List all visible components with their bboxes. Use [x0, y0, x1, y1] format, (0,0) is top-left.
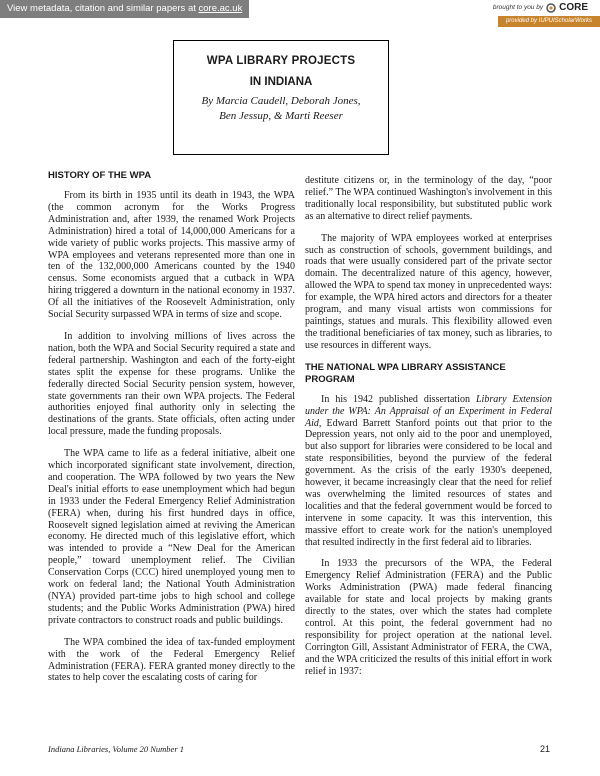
brought-text: brought to you by — [492, 4, 544, 11]
core-banner — [0, 0, 600, 26]
section-heading-national-program: THE NATIONAL WPA LIBRARY ASSISTANCE PROGRAM — [305, 361, 506, 385]
core-metadata-link[interactable] — [0, 0, 249, 18]
page-number: 21 — [540, 744, 551, 754]
core-logo-icon — [546, 3, 556, 13]
core-link-prefix: View metadata, citation and similar papers at — [7, 3, 199, 14]
text-run: , Edward Barrett Stanford points out that prior to the Depression years, not only aid to the poor and unemployed, but also support for libraries were considered to be local and state responsibilities, beyond the purview of the federal government. As the crisis of the early 1930's deepened, however, it became increasingly clear that the need for relief was overwhelming the limited resources of states and localities and that the federal government would be forced to intervene in some capacity. It was this intervention, this massive effort to create work for the nation's unemployed that resulted indirectly in the first federal aid to libraries. — [305, 417, 552, 548]
paragraph: destitute citizens or, in the terminology of the day, “poor relief.” The WPA continued Washington's involvement in this traditionally local responsibility, but substituted public work as an alternative to direct relief payments. — [305, 175, 552, 222]
paragraph: In 1933 the precursors of the WPA, the Federal Emergency Relief Administration (FERA) and the Public Works Administration (PWA) made federal financing available for state and local projects by making grants directly to the states, over which the states had complete control. At this point, the federal government had no responsibility for project operation at the national level. Corrington Gill, Assistant Administrator of FERA, the CWA, and the WPA criticized the results of this initial effort in work relief in 1937: — [305, 558, 552, 677]
dissertation-title: Library Extension under the WPA: An Appraisal of an Experiment in Federal Aid — [305, 393, 552, 429]
paragraph: From its birth in 1935 until its death in 1943, the WPA (the common acronym for the Works Progress Administration and, after 1939, the renamed Work Projects Administration) hired a total of 14,000,000 Americans for a wide variety of public works projects. This massive army of WPA employees and veterans represented more than one in ten of the 132,000,000 Americans counted by the 1940 census. Some economists argued that a cutback in WPA hiring triggered a downturn in the national economy in 1937. Of all the initiatives of the Roosevelt Administration, only Social Security surpassed WPA in terms of size and scope. — [48, 190, 295, 321]
article-title-box — [173, 40, 389, 155]
journal-footer: Indiana Libraries, Volume 20 Number 1 — [48, 744, 184, 754]
core-logo-text[interactable]: CORE — [559, 2, 588, 13]
article-title-line1: WPA LIBRARY PROJECTS — [206, 55, 356, 67]
section-heading-history: HISTORY OF THE WPA — [48, 170, 152, 181]
paragraph: In addition to involving millions of lives across the nation, both the WPA and Social Security required a state and federal partnership. Washington and each of the forty-eight states split the expense for these programs. Unlike the federally directed Social Security pension system, however, state governments ran their own WPA projects. The Federal authorities enjoyed final authority only in selecting the destinations of the grants. State officials, often acting under local pressure, made the funding proposals. — [48, 330, 295, 438]
provided-by[interactable]: provided by IUPUIScholarWorks — [498, 16, 600, 27]
paragraph: The WPA combined the idea of tax-funded employment with the work of the Federal Emergency Relief Administration (FERA). FERA granted money directly to the states to help cover the escalating costs of caring for — [48, 636, 295, 684]
core-link-domain[interactable]: core.ac.uk — [198, 3, 243, 14]
paragraph — [305, 394, 552, 549]
paragraph: The WPA came to life as a federal initiative, albeit one which incorporated significant state involvement, direction, and cooperation. The WPA followed by two years the New Deal's initial efforts to ease unemployment which had begun in 1933 under the Federal Emergency Relief Administration (FERA) when, during his first hundred days in office, Roosevelt signed legislation aimed at reviving the American economy. He directed much of this legislative effort, which was intended to provide a “New Deal for the American people,” toward unemployment relief. The Civilian Conservation Corps (CCC) hired unemployed young men to work on federal land; the National Youth Administration (NYA) provided part-time jobs to high school and college students; and the Public Works Administration (PWA) hired private contractors to construct roads and public buildings. — [48, 448, 295, 626]
brought-by — [493, 2, 588, 13]
text-run: In his 1942 published dissertation — [321, 393, 476, 405]
left-column — [48, 170, 295, 694]
right-column — [305, 175, 552, 688]
article-title-line2: IN INDIANA — [249, 76, 313, 88]
authors — [174, 94, 388, 124]
authors-line2: Ben Jessup, & Marti Reeser — [219, 110, 343, 122]
authors-line1: By Marcia Caudell, Deborah Jones, — [201, 95, 361, 107]
paragraph: The majority of WPA employees worked at enterprises such as construction of schools, government buildings, and roads that were usually considered part of the private sector domain. The decentralized nature of this agency, however, allowed the WPA to spend tax money in unprecedented ways: for example, the WPA hired actors and directors for a theater program, and many visual artists won commissions for paintings, statues and murals. This flexibility allowed even the traditional beneficiaries of tax money, such as libraries, to use resources in different ways. — [305, 232, 552, 351]
